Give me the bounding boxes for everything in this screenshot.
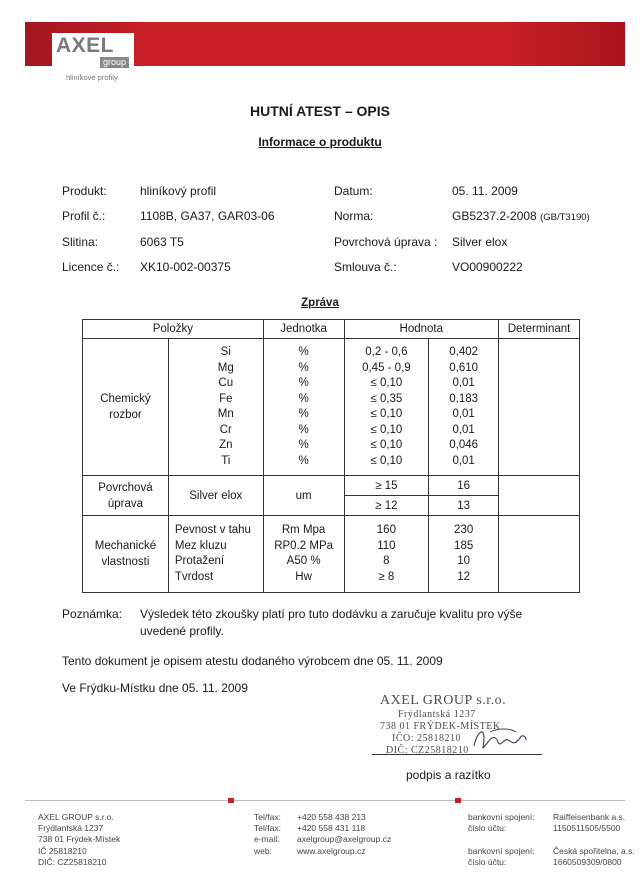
report-title: Zpráva <box>301 297 339 309</box>
mech-value: 185 <box>454 539 474 552</box>
produkt-value: hliníkový profil <box>140 184 217 198</box>
table-row-mechanical <box>83 516 580 593</box>
logo-subtext: group <box>100 57 129 68</box>
report-table <box>82 319 580 593</box>
table-row-chemical <box>83 339 580 476</box>
chem-unit: % <box>298 408 309 420</box>
licence-value: XK10-002-00375 <box>140 260 231 274</box>
footer-divider <box>25 800 625 801</box>
profil-value: 1108B, GA37, GAR03-06 <box>140 209 275 223</box>
chem-element: Ti <box>221 454 231 467</box>
footer-contact-labels: Tel/fax: Tel/fax: e-mail: web: <box>254 812 281 856</box>
logo-text: AXEL <box>56 34 115 57</box>
chem-element: Cr <box>219 423 232 436</box>
chem-element: Si <box>220 346 231 358</box>
footer-bank-labels-2: bankovní spojení: číslo účtu: <box>468 846 535 868</box>
mech-group-label: Mechanické vlastnosti <box>83 516 169 593</box>
chem-unit: % <box>298 361 309 374</box>
header-polozky: Položky <box>83 320 264 339</box>
mech-item: Tvrdost <box>174 570 214 583</box>
mech-limit: 8 <box>383 555 390 567</box>
footer-company: AXEL GROUP s.r.o. Frýdlantská 1237 738 01 Frýdek-Místek IČ 25818210 DIČ: CZ25818210 <box>38 812 121 867</box>
norma-label: Norma: <box>334 209 374 223</box>
poznamka-text: Výsledek této zkoušky platí pro tuto dodávku a zaručuje kvalitu pro výše uvedené profily. <box>140 607 523 638</box>
mech-values <box>429 516 499 593</box>
chem-values <box>429 339 499 476</box>
povrch-value: Silver elox <box>452 235 508 249</box>
chem-value: 0,183 <box>449 392 479 405</box>
mech-units <box>263 516 344 593</box>
chem-value: 0,610 <box>449 361 479 374</box>
footer-accent-mark <box>455 798 461 803</box>
norma-code: GB5237.2-2008 <box>452 209 537 223</box>
chem-unit: % <box>298 454 309 467</box>
stamp-city: 738 01 FRÝDEK-MÍSTEK <box>380 721 501 732</box>
chem-units <box>263 339 344 476</box>
chem-elements <box>168 339 263 476</box>
table-row-surface-1 <box>83 476 580 496</box>
stamp-ico: IČO: 25818210 <box>392 733 461 744</box>
logo-tagline: hliníkové profily <box>66 73 118 82</box>
mech-unit: Rm Mpa <box>281 524 326 536</box>
document-title: HUTNÍ ATEST – OPIS <box>249 103 390 119</box>
stamp-company: AXEL GROUP s.r.o. <box>380 693 507 708</box>
handwritten-signature <box>470 724 530 754</box>
chem-unit: % <box>298 377 309 389</box>
header-jednotka: Jednotka <box>263 320 344 339</box>
mech-unit: Hw <box>295 570 312 583</box>
chem-limits <box>344 339 429 476</box>
chem-value: 0,01 <box>452 408 475 420</box>
chem-limit: 0,2 - 0,6 <box>365 346 408 358</box>
chem-limit: ≤ 0,10 <box>370 408 403 420</box>
header-determinant: Determinant <box>499 320 580 339</box>
chem-limit: ≤ 0,35 <box>370 392 403 405</box>
surface-value: 13 <box>429 496 499 516</box>
mech-item: Pevnost v tahu <box>174 524 251 536</box>
mech-limits <box>344 516 429 593</box>
surface-limit: ≥ 15 <box>344 476 429 496</box>
chem-value: 0,01 <box>452 377 475 389</box>
copy-note: Tento dokument je opisem atestu dodaného výrobcem dne 05. 11. 2009 <box>62 654 443 668</box>
surface-item: Silver elox <box>168 476 263 516</box>
document-subtitle: Informace o produktu <box>258 135 382 149</box>
poznamka-label: Poznámka: <box>62 607 123 621</box>
mech-value: 10 <box>457 555 471 567</box>
chem-limit: ≤ 0,10 <box>370 423 403 436</box>
mech-unit: RP0.2 MPa <box>274 539 334 552</box>
chem-value: 0,046 <box>449 439 479 451</box>
smlouva-value: VO00900222 <box>452 260 523 274</box>
chem-unit: % <box>298 423 309 436</box>
footer-contact-values: +420 558 438 213 +420 558 431 118 axelgroup@axelgroup.cz www.axelgroup.cz <box>297 812 392 856</box>
chem-limit: ≤ 0,10 <box>370 377 403 389</box>
chem-determinant <box>499 339 580 476</box>
smlouva-label: Smlouva č.: <box>334 260 397 274</box>
licence-label: Licence č.: <box>62 260 120 274</box>
mech-item: Mez kluzu <box>174 539 227 552</box>
mech-limit: 160 <box>376 524 396 536</box>
header-hodnota: Hodnota <box>344 320 499 339</box>
mech-items <box>168 516 263 593</box>
mech-value: 230 <box>454 524 474 536</box>
chem-limit: ≤ 0,10 <box>370 439 403 451</box>
slitina-label: Slitina: <box>62 235 99 249</box>
produkt-label: Produkt: <box>62 184 107 198</box>
chem-unit: % <box>298 439 309 451</box>
povrch-label: Povrchová úprava : <box>334 235 438 249</box>
profil-label: Profil č.: <box>62 209 106 223</box>
chem-element: Cu <box>218 377 234 389</box>
datum-value: 05. 11. 2009 <box>452 184 518 198</box>
chem-value: 0,01 <box>452 454 475 467</box>
signature-label: podpis a razítko <box>406 768 491 782</box>
surface-determinant <box>499 476 580 516</box>
mech-value: 12 <box>457 570 471 583</box>
stamp-street: Frýdlantská 1237 <box>398 709 476 720</box>
chem-element: Zn <box>219 439 233 451</box>
footer-bank-labels-1: bankovní spojení: číslo účtu: <box>468 812 535 834</box>
chem-limit: ≤ 0,10 <box>370 454 403 467</box>
norma-extra: (GB/T3190) <box>540 212 590 223</box>
slitina-value: 6063 T5 <box>140 235 184 249</box>
datum-label: Datum: <box>334 184 373 198</box>
chem-unit: % <box>298 392 309 405</box>
signature-line <box>372 754 542 755</box>
chem-value: 0,402 <box>449 346 479 358</box>
chem-limit: 0,45 - 0,9 <box>362 361 411 374</box>
surface-unit: um <box>263 476 344 516</box>
mech-limit: 110 <box>377 539 396 552</box>
chem-element: Mg <box>217 361 234 374</box>
footer-bank-values-2: Česká spořitelna, a.s. 1660509309/0800 <box>553 846 635 868</box>
mech-determinant <box>499 516 580 593</box>
chem-unit: % <box>298 346 309 358</box>
place-date: Ve Frýdku-Místku dne 05. 11. 2009 <box>62 681 248 695</box>
chem-element: Fe <box>219 392 233 405</box>
mech-limit: ≥ 8 <box>378 570 395 583</box>
norma-value <box>452 209 590 223</box>
surface-value: 16 <box>429 476 499 496</box>
mech-unit: A50 % <box>286 555 321 567</box>
chem-group-label: Chemický rozbor <box>83 339 169 476</box>
footer-bank-values-1: Raiffeisenbank a.s. 1150511505/5500 <box>553 812 626 834</box>
chem-element: Mn <box>217 408 234 420</box>
surface-limit: ≥ 12 <box>344 496 429 516</box>
chem-value: 0,01 <box>452 423 475 436</box>
table-header-row <box>83 320 580 339</box>
mech-item: Protažení <box>174 555 225 567</box>
surface-group-label: Povrchová úprava <box>83 476 169 516</box>
footer-accent-mark <box>228 798 234 803</box>
stamp-dic: DIČ: CZ25818210 <box>386 745 469 756</box>
